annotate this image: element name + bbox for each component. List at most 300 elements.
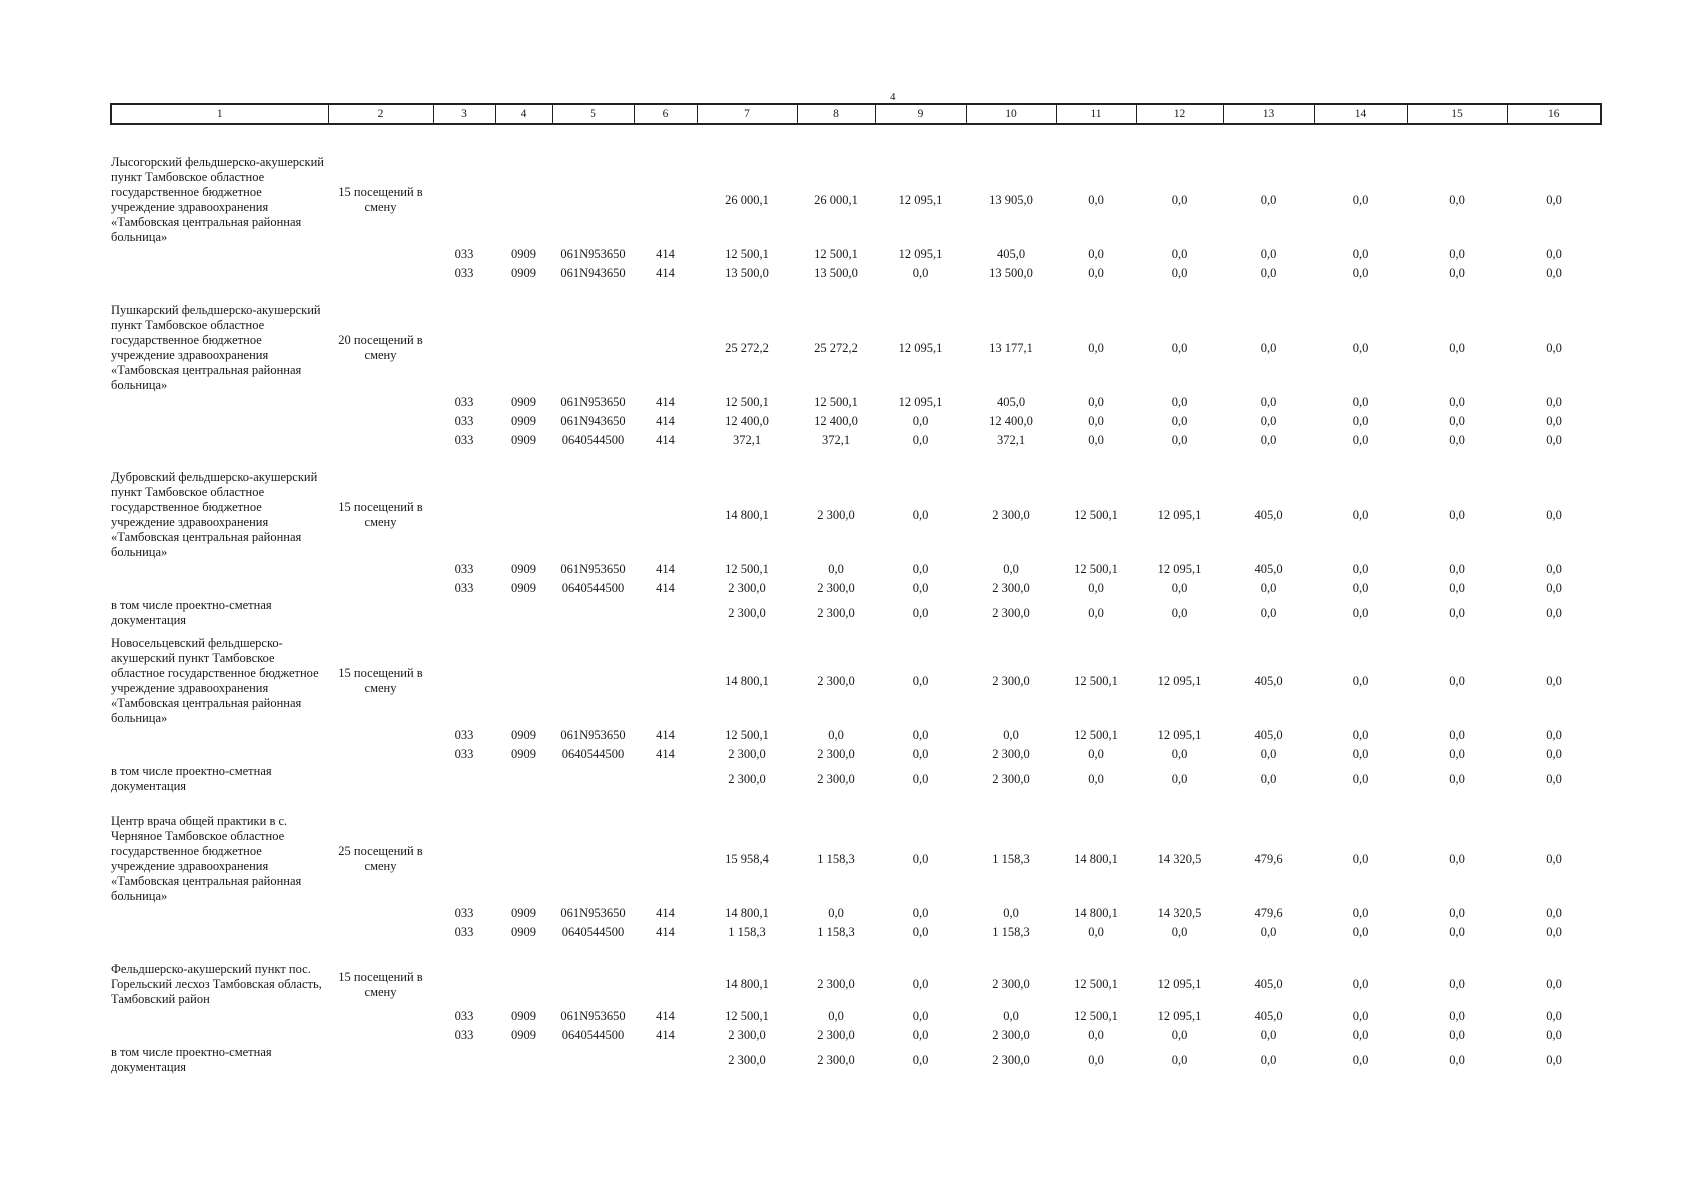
- budget-table-sheet: [110, 103, 1600, 1075]
- value-col-10: 0,0: [1003, 1009, 1019, 1023]
- value-col-7: 2 300,0: [728, 581, 766, 595]
- value-col-14: 0,0: [1352, 192, 1369, 207]
- value-col-7: 25 272,2: [725, 340, 769, 355]
- facility-row: [111, 636, 1601, 726]
- value-col-13: 405,0: [1254, 507, 1283, 522]
- empty-cell: [328, 560, 433, 579]
- column-header-11: 11: [1056, 104, 1136, 124]
- value-col-7: 12 400,0: [725, 414, 769, 428]
- empty-cell: [328, 923, 433, 942]
- value-col-8: 12 400,0: [814, 414, 858, 428]
- empty-cell: [111, 923, 328, 942]
- code-col-5: 061N953650: [560, 395, 626, 409]
- value-col-13: 479,6: [1254, 851, 1283, 866]
- code-col-4: 0909: [511, 266, 536, 280]
- value-col-11: 12 500,1: [1074, 673, 1118, 688]
- code-col-3: 033: [454, 925, 474, 939]
- value-col-7: 2 300,0: [728, 605, 766, 620]
- value-col-10: 1 158,3: [992, 925, 1030, 939]
- spacer-cell: [111, 450, 1601, 470]
- value-col-15: 0,0: [1449, 906, 1465, 920]
- budget-table: [110, 103, 1602, 1075]
- empty-cell: [433, 636, 495, 726]
- value-col-16: 0,0: [1546, 771, 1562, 786]
- value-col-10: 2 300,0: [992, 977, 1030, 991]
- value-col-14: 0,0: [1352, 414, 1369, 428]
- spacer-row: [111, 283, 1601, 303]
- value-col-14: 0,0: [1352, 728, 1369, 742]
- value-col-7: 2 300,0: [728, 771, 766, 786]
- empty-cell: [495, 636, 552, 726]
- value-col-12: 12 095,1: [1157, 673, 1202, 688]
- empty-cell: [328, 431, 433, 450]
- value-col-8: 372,1: [821, 433, 851, 447]
- value-col-13: 0,0: [1260, 247, 1277, 261]
- budget-code-row: [111, 923, 1601, 942]
- code-col-5: 0640544500: [561, 747, 625, 761]
- empty-cell: [328, 745, 433, 764]
- value-col-13: 0,0: [1260, 414, 1277, 428]
- value-col-15: 0,0: [1449, 247, 1465, 261]
- value-col-12: 0,0: [1171, 433, 1188, 447]
- value-col-8: 2 300,0: [817, 605, 855, 620]
- value-col-9: 0,0: [912, 581, 929, 595]
- value-col-8: 2 300,0: [817, 673, 855, 688]
- value-col-13: 405,0: [1254, 673, 1283, 688]
- column-header-15: 15: [1407, 104, 1507, 124]
- value-col-13: 0,0: [1260, 395, 1277, 409]
- budget-code-row: [111, 1026, 1601, 1045]
- spacer-cell: [111, 794, 1601, 814]
- value-col-11: 0,0: [1088, 605, 1104, 620]
- code-col-3: 033: [454, 728, 474, 742]
- empty-cell: [552, 155, 634, 245]
- value-col-13: 0,0: [1260, 192, 1277, 207]
- spacer-row: [111, 124, 1601, 155]
- value-col-8: 12 500,1: [814, 395, 858, 409]
- facility-capacity: 15 посещений в смену: [338, 969, 423, 999]
- value-col-8: 2 300,0: [817, 581, 855, 595]
- empty-cell: [111, 412, 328, 431]
- value-col-13: 0,0: [1260, 925, 1277, 939]
- empty-cell: [495, 470, 552, 560]
- code-col-5: 061N953650: [560, 906, 626, 920]
- code-col-5: 061N953650: [560, 728, 626, 742]
- facility-row: [111, 814, 1601, 904]
- value-col-16: 0,0: [1546, 673, 1562, 688]
- value-col-16: 0,0: [1546, 1028, 1562, 1042]
- value-col-12: 0,0: [1171, 747, 1188, 761]
- code-col-4: 0909: [511, 414, 536, 428]
- value-col-12: 0,0: [1171, 340, 1188, 355]
- value-col-8: 1 158,3: [817, 851, 855, 866]
- empty-cell: [634, 470, 697, 560]
- value-col-16: 0,0: [1546, 747, 1562, 761]
- value-col-8: 0,0: [828, 728, 844, 742]
- value-col-12: 0,0: [1171, 1052, 1188, 1067]
- value-col-11: 0,0: [1088, 1028, 1104, 1042]
- value-col-9: 0,0: [912, 728, 929, 742]
- value-col-16: 0,0: [1546, 507, 1562, 522]
- value-col-16: 0,0: [1546, 266, 1562, 280]
- empty-cell: [433, 598, 495, 628]
- value-col-13: 405,0: [1254, 1009, 1283, 1023]
- design-documentation-row: [111, 764, 1601, 794]
- value-col-12: 0,0: [1171, 414, 1188, 428]
- value-col-11: 12 500,1: [1074, 1009, 1118, 1023]
- code-col-5: 061N943650: [560, 414, 626, 428]
- value-col-8: 2 300,0: [817, 771, 855, 786]
- value-col-14: 0,0: [1352, 433, 1369, 447]
- empty-cell: [552, 470, 634, 560]
- value-col-7: 12 500,1: [725, 562, 769, 576]
- value-col-12: 0,0: [1171, 247, 1188, 261]
- budget-code-row: [111, 745, 1601, 764]
- value-col-13: 0,0: [1260, 1028, 1277, 1042]
- value-col-15: 0,0: [1449, 977, 1465, 991]
- empty-cell: [634, 814, 697, 904]
- value-col-15: 0,0: [1449, 395, 1465, 409]
- value-col-15: 0,0: [1449, 771, 1465, 786]
- budget-code-row: [111, 264, 1601, 283]
- value-col-10: 0,0: [1003, 906, 1019, 920]
- table-body: [111, 124, 1601, 1075]
- value-col-12: 12 095,1: [1157, 562, 1202, 576]
- code-col-3: 033: [454, 395, 474, 409]
- value-col-12: 0,0: [1171, 771, 1188, 786]
- empty-cell: [433, 1045, 495, 1075]
- value-col-10: 13 905,0: [989, 192, 1033, 207]
- code-col-3: 033: [454, 562, 474, 576]
- table-header: [111, 104, 1601, 124]
- spacer-row: [111, 450, 1601, 470]
- value-col-16: 0,0: [1546, 340, 1562, 355]
- value-col-10: 2 300,0: [992, 1028, 1030, 1042]
- value-col-12: 12 095,1: [1157, 1009, 1202, 1023]
- value-col-15: 0,0: [1449, 433, 1465, 447]
- empty-cell: [111, 560, 328, 579]
- column-header-10: 10: [966, 104, 1056, 124]
- value-col-14: 0,0: [1352, 562, 1369, 576]
- code-col-4: 0909: [511, 1028, 536, 1042]
- value-col-16: 0,0: [1546, 1052, 1562, 1067]
- value-col-13: 0,0: [1260, 266, 1277, 280]
- value-col-12: 0,0: [1171, 605, 1188, 620]
- code-col-6: 414: [656, 728, 675, 742]
- value-col-8: 2 300,0: [817, 1028, 855, 1042]
- value-col-14: 0,0: [1352, 1009, 1369, 1023]
- code-col-5: 0640544500: [561, 433, 625, 447]
- value-col-9: 0,0: [912, 414, 929, 428]
- empty-cell: [634, 598, 697, 628]
- facility-capacity: 15 посещений в смену: [338, 185, 423, 214]
- code-col-6: 414: [656, 925, 675, 939]
- note-label: в том числе проектно-сметная документация: [111, 764, 272, 793]
- value-col-7: 14 800,1: [725, 906, 769, 920]
- note-label: в том числе проектно-сметная документация: [111, 1045, 272, 1074]
- value-col-12: 12 095,1: [1157, 977, 1202, 991]
- value-col-7: 2 300,0: [728, 1028, 766, 1042]
- budget-code-row: [111, 904, 1601, 923]
- empty-cell: [634, 962, 697, 1007]
- spacer-row: [111, 942, 1601, 962]
- value-col-11: 0,0: [1088, 192, 1104, 207]
- value-col-11: 0,0: [1088, 340, 1104, 355]
- value-col-15: 0,0: [1449, 605, 1465, 620]
- value-col-7: 14 800,1: [725, 673, 769, 688]
- code-col-4: 0909: [511, 433, 536, 447]
- value-col-16: 0,0: [1546, 728, 1562, 742]
- code-col-3: 033: [454, 581, 474, 595]
- empty-cell: [111, 1026, 328, 1045]
- budget-code-row: [111, 393, 1601, 412]
- value-col-10: 2 300,0: [992, 507, 1030, 522]
- value-col-14: 0,0: [1352, 340, 1369, 355]
- value-col-16: 0,0: [1546, 433, 1562, 447]
- spacer-row: [111, 794, 1601, 814]
- facility-name: Лысогорский фельдшерско-акушерский пункт Тамбовское областное государственное бюджетное учреждение здравоохранения «Тамбовская центральная районная больница»: [111, 155, 325, 244]
- value-col-9: 12 095,1: [898, 192, 943, 207]
- value-col-14: 0,0: [1352, 906, 1369, 920]
- code-col-4: 0909: [511, 1009, 536, 1023]
- value-col-13: 405,0: [1254, 562, 1283, 576]
- code-col-5: 061N953650: [560, 562, 626, 576]
- value-col-10: 2 300,0: [992, 1052, 1030, 1067]
- value-col-11: 12 500,1: [1074, 507, 1118, 522]
- column-header-12: 12: [1136, 104, 1223, 124]
- facility-row: [111, 303, 1601, 393]
- spacer-row: [111, 628, 1601, 636]
- value-col-9: 0,0: [912, 1028, 929, 1042]
- value-col-11: 12 500,1: [1074, 977, 1118, 991]
- budget-code-row: [111, 245, 1601, 264]
- code-col-4: 0909: [511, 728, 536, 742]
- facility-row: [111, 470, 1601, 560]
- code-col-3: 033: [454, 1028, 474, 1042]
- empty-cell: [552, 598, 634, 628]
- value-col-9: 0,0: [912, 925, 929, 939]
- code-col-6: 414: [656, 395, 675, 409]
- code-col-3: 033: [454, 1009, 474, 1023]
- value-col-15: 0,0: [1449, 925, 1465, 939]
- value-col-11: 14 800,1: [1074, 906, 1118, 920]
- facility-name: Дубровский фельдшерско-акушерский пункт Тамбовское областное государственное бюджетное учреждение здравоохранения «Тамбовская центральная районная больница»: [111, 470, 318, 559]
- value-col-13: 0,0: [1260, 340, 1277, 355]
- value-col-9: 0,0: [912, 673, 929, 688]
- facility-name: Новосельцевский фельдшерско-акушерский пункт Тамбовское областное государственное бюджетное учреждение здравоохранения «Тамбовская центральная районная больница»: [111, 636, 319, 725]
- value-col-10: 2 300,0: [992, 605, 1030, 620]
- value-col-10: 1 158,3: [992, 851, 1030, 866]
- empty-cell: [495, 155, 552, 245]
- value-col-13: 0,0: [1260, 771, 1277, 786]
- empty-cell: [328, 264, 433, 283]
- facility-name: Центр врача общей практики в с. Черняное Тамбовское областное государственное бюджетное учреждение здравоохранения «Тамбовская центральная районная больница»: [111, 814, 302, 903]
- spacer-cell: [111, 124, 1601, 155]
- empty-cell: [495, 598, 552, 628]
- facility-capacity: 25 посещений в смену: [338, 844, 423, 873]
- value-col-10: 2 300,0: [992, 771, 1030, 786]
- empty-cell: [328, 393, 433, 412]
- value-col-10: 0,0: [1003, 562, 1019, 576]
- empty-cell: [328, 726, 433, 745]
- value-col-8: 1 158,3: [817, 925, 855, 939]
- value-col-16: 0,0: [1546, 977, 1562, 991]
- value-col-7: 1 158,3: [728, 925, 766, 939]
- value-col-9: 0,0: [912, 605, 929, 620]
- code-col-5: 061N943650: [560, 266, 626, 280]
- value-col-15: 0,0: [1449, 1009, 1465, 1023]
- facility-name: Пушкарский фельдшерско-акушерский пункт Тамбовское областное государственное бюджетное учреждение здравоохранения «Тамбовская центральная районная больница»: [111, 303, 321, 392]
- page-number: 4: [890, 91, 896, 103]
- value-col-8: 2 300,0: [817, 1052, 855, 1067]
- value-col-9: 0,0: [912, 851, 929, 866]
- code-col-3: 033: [454, 906, 474, 920]
- design-documentation-row: [111, 1045, 1601, 1075]
- value-col-13: 0,0: [1260, 1052, 1277, 1067]
- value-col-14: 0,0: [1352, 851, 1369, 866]
- column-header-6: 6: [634, 104, 697, 124]
- budget-code-row: [111, 1007, 1601, 1026]
- budget-code-row: [111, 412, 1601, 431]
- value-col-14: 0,0: [1352, 747, 1369, 761]
- design-documentation-row: [111, 598, 1601, 628]
- column-header-2: 2: [328, 104, 433, 124]
- empty-cell: [634, 764, 697, 794]
- value-col-8: 26 000,1: [814, 192, 858, 207]
- value-col-11: 0,0: [1088, 433, 1104, 447]
- value-col-7: 12 500,1: [725, 247, 769, 261]
- value-col-12: 12 095,1: [1157, 728, 1202, 742]
- value-col-8: 2 300,0: [817, 507, 855, 522]
- spacer-cell: [111, 283, 1601, 303]
- column-header-9: 9: [875, 104, 966, 124]
- value-col-11: 0,0: [1088, 925, 1104, 939]
- empty-cell: [433, 303, 495, 393]
- empty-cell: [111, 431, 328, 450]
- value-col-16: 0,0: [1546, 906, 1562, 920]
- value-col-15: 0,0: [1449, 340, 1465, 355]
- value-col-14: 0,0: [1352, 507, 1369, 522]
- value-col-14: 0,0: [1352, 395, 1369, 409]
- empty-cell: [328, 764, 433, 794]
- empty-cell: [552, 636, 634, 726]
- value-col-11: 0,0: [1088, 266, 1104, 280]
- value-col-10: 2 300,0: [992, 747, 1030, 761]
- empty-cell: [433, 470, 495, 560]
- empty-cell: [111, 904, 328, 923]
- facility-row: [111, 962, 1601, 1007]
- column-header-7: 7: [697, 104, 797, 124]
- code-col-6: 414: [656, 581, 675, 595]
- empty-cell: [328, 598, 433, 628]
- value-col-9: 0,0: [912, 562, 929, 576]
- budget-code-row: [111, 579, 1601, 598]
- value-col-15: 0,0: [1449, 728, 1465, 742]
- value-col-8: 25 272,2: [814, 340, 858, 355]
- value-col-15: 0,0: [1449, 562, 1465, 576]
- value-col-8: 2 300,0: [817, 977, 855, 991]
- value-col-12: 0,0: [1171, 395, 1188, 409]
- value-col-15: 0,0: [1449, 192, 1465, 207]
- value-col-8: 13 500,0: [814, 266, 858, 280]
- empty-cell: [111, 726, 328, 745]
- value-col-12: 0,0: [1171, 1028, 1188, 1042]
- value-col-9: 12 095,1: [898, 340, 943, 355]
- value-col-7: 2 300,0: [728, 1052, 766, 1067]
- value-col-11: 0,0: [1088, 414, 1104, 428]
- value-col-10: 2 300,0: [992, 581, 1030, 595]
- empty-cell: [495, 1045, 552, 1075]
- empty-cell: [433, 962, 495, 1007]
- code-col-4: 0909: [511, 395, 536, 409]
- empty-cell: [634, 1045, 697, 1075]
- budget-code-row: [111, 726, 1601, 745]
- code-col-4: 0909: [511, 906, 536, 920]
- facility-capacity: 15 посещений в смену: [338, 666, 423, 695]
- code-col-6: 414: [656, 562, 675, 576]
- value-col-7: 12 500,1: [725, 1009, 769, 1023]
- value-col-14: 0,0: [1352, 1028, 1369, 1042]
- value-col-9: 0,0: [912, 747, 929, 761]
- value-col-14: 0,0: [1352, 1052, 1369, 1067]
- empty-cell: [328, 1045, 433, 1075]
- value-col-9: 0,0: [912, 266, 929, 280]
- value-col-12: 0,0: [1171, 266, 1188, 280]
- value-col-9: 0,0: [912, 977, 929, 991]
- value-col-11: 0,0: [1088, 395, 1104, 409]
- code-col-6: 414: [656, 1009, 675, 1023]
- code-col-4: 0909: [511, 247, 536, 261]
- code-col-3: 033: [454, 433, 474, 447]
- value-col-7: 12 500,1: [725, 395, 769, 409]
- value-col-12: 0,0: [1171, 581, 1188, 595]
- value-col-14: 0,0: [1352, 266, 1369, 280]
- code-col-3: 033: [454, 747, 474, 761]
- empty-cell: [634, 636, 697, 726]
- value-col-16: 0,0: [1546, 1009, 1562, 1023]
- value-col-7: 12 500,1: [725, 728, 769, 742]
- empty-cell: [495, 764, 552, 794]
- value-col-9: 12 095,1: [898, 395, 943, 409]
- code-col-3: 033: [454, 247, 474, 261]
- column-header-8: 8: [797, 104, 875, 124]
- empty-cell: [328, 1026, 433, 1045]
- value-col-10: 13 500,0: [989, 266, 1033, 280]
- value-col-8: 0,0: [828, 562, 844, 576]
- header-row: [111, 104, 1601, 124]
- empty-cell: [111, 245, 328, 264]
- value-col-10: 12 400,0: [989, 414, 1033, 428]
- value-col-16: 0,0: [1546, 605, 1562, 620]
- value-col-10: 405,0: [996, 247, 1026, 261]
- value-col-9: 0,0: [912, 507, 929, 522]
- code-col-3: 033: [454, 266, 474, 280]
- column-header-5: 5: [552, 104, 634, 124]
- code-col-6: 414: [656, 414, 675, 428]
- value-col-12: 0,0: [1171, 925, 1188, 939]
- value-col-11: 0,0: [1088, 1052, 1104, 1067]
- empty-cell: [328, 245, 433, 264]
- value-col-16: 0,0: [1546, 414, 1562, 428]
- empty-cell: [328, 904, 433, 923]
- value-col-8: 0,0: [828, 906, 844, 920]
- value-col-15: 0,0: [1449, 1052, 1465, 1067]
- empty-cell: [495, 962, 552, 1007]
- value-col-15: 0,0: [1449, 747, 1465, 761]
- value-col-10: 372,1: [996, 433, 1026, 447]
- value-col-10: 405,0: [996, 395, 1026, 409]
- value-col-7: 2 300,0: [728, 747, 766, 761]
